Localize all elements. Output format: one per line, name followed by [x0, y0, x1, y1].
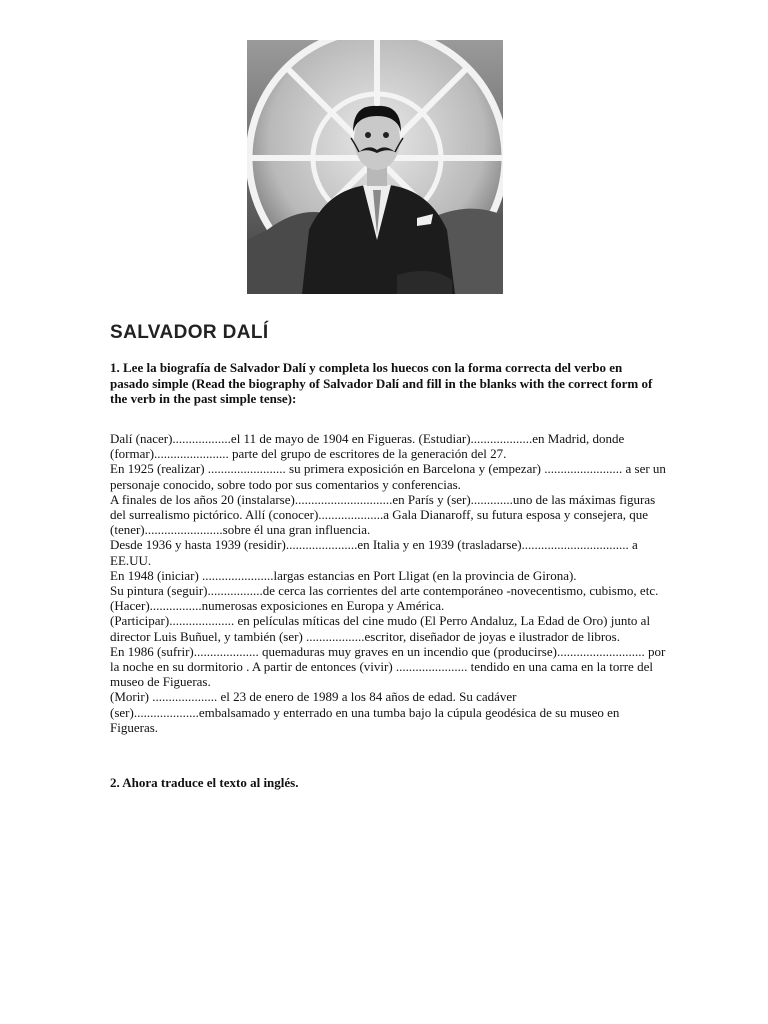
biography-text	[110, 431, 670, 735]
biography-paragraph: Desde 1936 y hasta 1939 (residir)......................en Italia y en 1939 (trasladarse)................................. a EE.UU.	[110, 537, 638, 568]
biography-paragraph: Su pintura (seguir).................de cerca las corrientes del arte contemporáneo -novecentismo, cubismo, etc. (Hacer)................numerosas exposiciones en Europa y América.	[110, 583, 659, 614]
biography-paragraph: En 1925 (realizar) ........................ su primera exposición en Barcelona y (empezar) ........................ a ser un personaje conocido, sobre todo por sus comentarios y conferencias.	[110, 461, 666, 492]
biography-paragraph: En 1948 (iniciar) ......................largas estancias en Port Lligat (en la provincia de Girona).	[110, 567, 577, 583]
page-title: SALVADOR DALÍ	[110, 322, 269, 343]
biography-paragraph: (Morir) .................... el 23 de enero de 1989 a los 84 años de edad. Su cadáver (ser)....................embalsamado y enterrado en una tumba bajo la cúpula geodésica de su museo en Figueras.	[110, 689, 620, 735]
biography-paragraph: (Participar).................... en películas míticas del cine mudo (El Perro Andaluz, La Edad de Oro) junto al director Luis Buñuel, y también (ser) ..................escritor, diseñador de joyas e ilustrador de libros.	[110, 613, 651, 644]
exercise-2-instructions: 2. Ahora traduce el texto al inglés.	[110, 775, 299, 790]
biography-paragraph: A finales de los años 20 (instalarse)..............................en París y (ser).............uno de las máximas figuras del surrealismo pictórico. Allí (conocer)....................a Gala Dianaroff, su futura esposa y consejera, que (tener)........................sobre él una gran influencia.	[110, 491, 656, 538]
dali-portrait-illustration	[247, 40, 503, 294]
biography-paragraph: Dalí (nacer)..................el 11 de mayo de 1904 en Figueras. (Estudiar)...................en Madrid, donde (formar)....................... parte del grupo de escritores de la generación del 27.	[110, 431, 625, 462]
biography-paragraph: En 1986 (sufrir).................... quemaduras muy graves en un incendio que (producirse)........................... por la noche en su dormitorio . A partir de entonces (vivir) ...................... tendido en una cama en la torre del museo de Figueras.	[110, 643, 666, 690]
portrait-photo	[247, 40, 503, 294]
exercise-1-instructions: 1. Lee la biografía de Salvador Dalí y completa los huecos con la forma correcta del verbo en pasado simple (Read the biography of Salvador Dalí and fill in the blanks with the correct form of the verb in the past simple tense):	[110, 360, 653, 406]
